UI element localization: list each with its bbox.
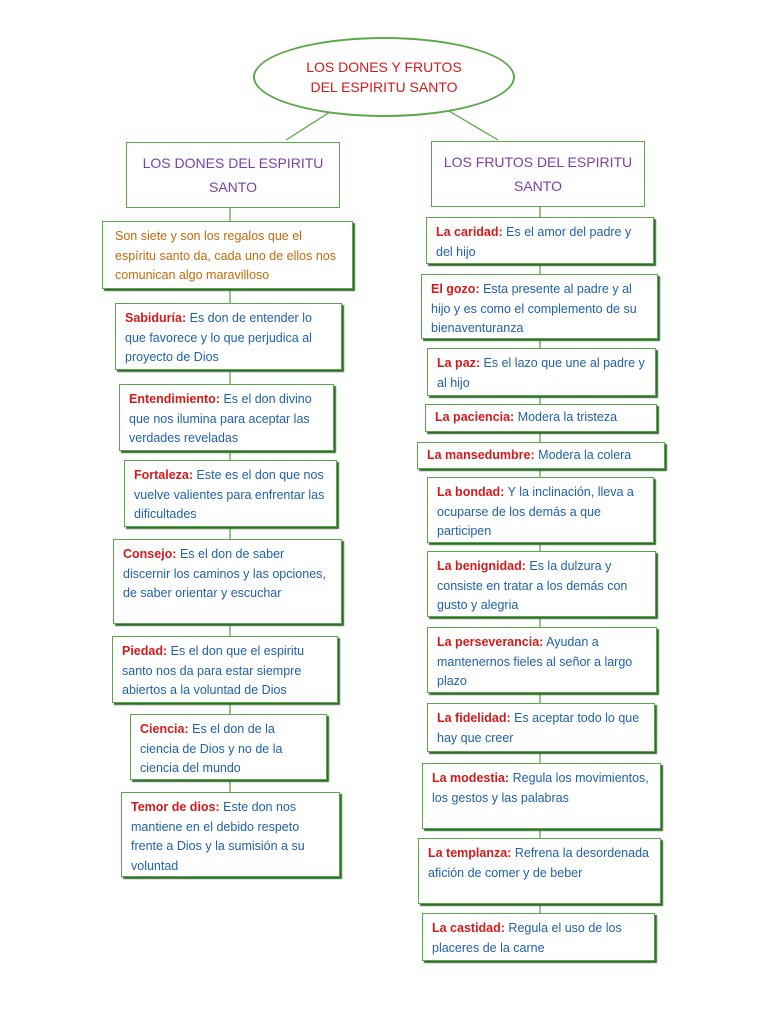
fruto-desc: Modera la colera xyxy=(538,448,632,462)
fruto-desc: Es el lazo que une al padre y al hijo xyxy=(437,356,645,390)
don-box-fortaleza xyxy=(124,460,337,527)
don-box-consejo xyxy=(113,539,342,624)
fruto-box-benignidad xyxy=(427,551,656,617)
fruto-term: La modestia: xyxy=(432,771,510,785)
fruto-box-gozo xyxy=(421,274,658,339)
dones-intro-box: Son siete y son los regalos que el espíritu santo da, cada uno de ellos nos comunican algo maravilloso xyxy=(102,221,353,289)
fruto-term: La paz: xyxy=(437,356,481,370)
fruto-desc: Regula el uso de los placeres de la carne xyxy=(432,921,622,955)
don-desc: Es don de entender lo que favorece y lo que perjudica al proyecto de Dios xyxy=(125,311,312,364)
fruto-term: La bondad: xyxy=(437,485,505,499)
don-term: Fortaleza: xyxy=(134,468,194,482)
don-term: Temor de dios: xyxy=(131,800,220,814)
fruto-desc: Es el amor del padre y del hijo xyxy=(436,225,632,259)
fruto-term: La caridad: xyxy=(436,225,503,239)
don-box-sabiduria xyxy=(115,303,342,370)
frutos-header: LOS FRUTOS DEL ESPIRITU SANTO xyxy=(431,141,645,207)
don-term: Sabiduría: xyxy=(125,311,187,325)
fruto-desc: Es la dulzura y consiste en tratar a los demás con gusto y alegria xyxy=(437,559,628,612)
fruto-desc: Es aceptar todo lo que hay que creer xyxy=(437,711,640,745)
don-desc: Es el don divino que nos ilumina para aceptar las verdades reveladas xyxy=(129,392,312,445)
fruto-desc: Y la inclinación, lleva a ocuparse de los demás a que participen xyxy=(437,485,634,538)
don-term: Ciencia: xyxy=(140,722,189,736)
fruto-term: La perseverancia: xyxy=(437,635,544,649)
fruto-term: La templanza: xyxy=(428,846,512,860)
fruto-box-mansedumbre xyxy=(417,442,665,469)
fruto-desc: Modera la tristeza xyxy=(517,410,618,424)
don-term: Consejo: xyxy=(123,547,177,561)
fruto-box-caridad xyxy=(426,217,654,264)
don-box-piedad xyxy=(112,636,338,703)
fruto-term: La benignidad: xyxy=(437,559,526,573)
don-desc: Es el don que el espiritu santo nos da para estar siempre abiertos a la voluntad de Dios xyxy=(122,644,305,697)
fruto-box-castidad xyxy=(422,913,655,961)
fruto-box-paz xyxy=(427,348,656,396)
fruto-term: La paciencia: xyxy=(435,410,515,424)
title-line-2: DEL ESPIRITU SANTO xyxy=(310,79,458,95)
don-box-entendimiento xyxy=(119,384,334,451)
fruto-term: El gozo: xyxy=(431,282,480,296)
fruto-desc: Esta presente al padre y al hijo y es como el complemento de su bienaventuranza xyxy=(431,282,637,335)
fruto-box-fidelidad xyxy=(427,703,655,752)
don-desc: Este es el don que nos vuelve valientes para enfrentar las dificultades xyxy=(134,468,325,521)
don-desc: Es el don de la ciencia de Dios y no de la ciencia del mundo xyxy=(140,722,283,775)
diagram-title xyxy=(253,37,515,117)
fruto-desc: Refrena la desordenada afición de comer y de beber xyxy=(428,846,649,880)
don-term: Entendimiento: xyxy=(129,392,220,406)
fruto-term: La mansedumbre: xyxy=(427,448,535,462)
fruto-box-bondad xyxy=(427,477,654,543)
fruto-box-paciencia xyxy=(425,404,657,432)
don-desc: Es el don de saber discernir los caminos y las opciones, de saber orientar y escuchar xyxy=(123,547,326,600)
fruto-desc: Regula los movimientos, los gestos y las palabras xyxy=(432,771,649,805)
fruto-box-templanza xyxy=(418,838,661,904)
title-line-1: LOS DONES Y FRUTOS xyxy=(306,59,462,75)
fruto-term: La castidad: xyxy=(432,921,505,935)
don-box-ciencia xyxy=(130,714,327,780)
dones-header: LOS DONES DEL ESPIRITU SANTO xyxy=(126,142,340,208)
fruto-box-modestia xyxy=(422,763,661,829)
fruto-box-perseverancia xyxy=(427,627,657,693)
don-desc: Este don nos mantiene en el debido respeto frente a Dios y la sumisión a su voluntad xyxy=(131,800,305,873)
don-box-temor-de-dios xyxy=(121,792,340,877)
fruto-term: La fidelidad: xyxy=(437,711,511,725)
fruto-desc: Ayudan a mantenernos fieles al señor a largo plazo xyxy=(437,635,633,688)
don-term: Piedad: xyxy=(122,644,168,658)
